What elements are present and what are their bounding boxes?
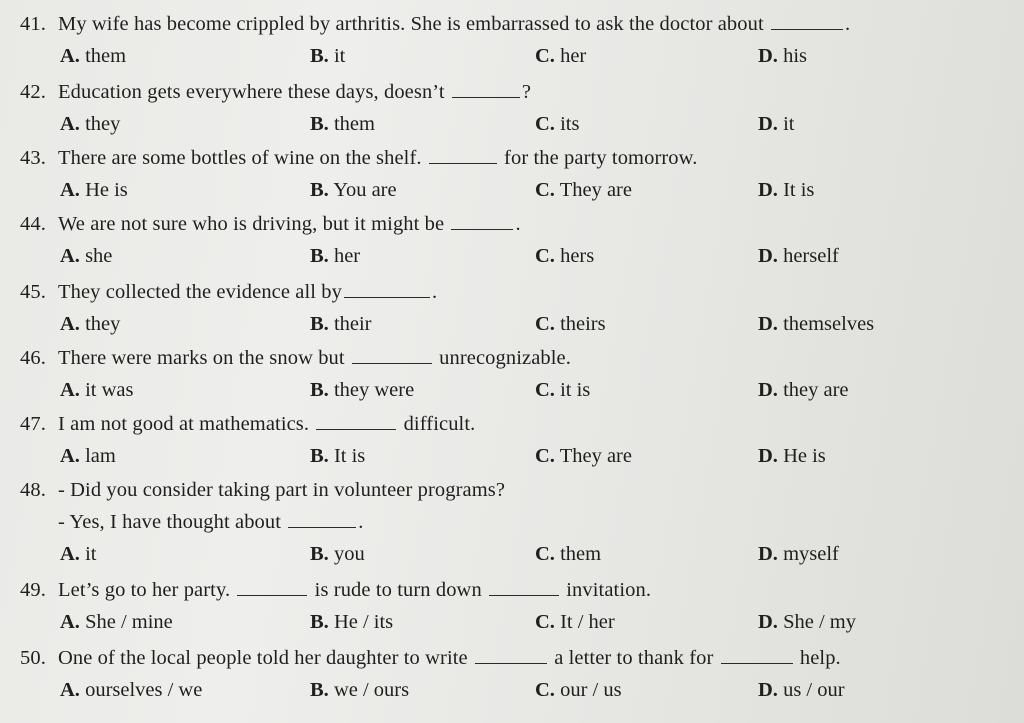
stem-text: .: [515, 213, 521, 235]
option-b: B. we / ours: [310, 679, 410, 701]
stem-text: ?: [521, 81, 532, 103]
stem-text: I am not good at mathematics.: [58, 413, 315, 435]
question-stem: [20, 276, 1010, 308]
answer-blank: [288, 526, 356, 528]
question-number: 44.: [20, 213, 46, 235]
option-b: B. it: [310, 45, 346, 67]
answer-options: [20, 108, 1010, 141]
option-d: D. herself: [758, 245, 839, 267]
answer-blank: [344, 296, 430, 298]
question-number: 41.: [20, 13, 46, 35]
stem-text: .: [358, 511, 364, 533]
answer-blank: [429, 162, 497, 164]
answer-blank: [475, 662, 547, 664]
stem-text: .: [845, 13, 851, 35]
stem-text: Education gets everywhere these days, doesn’t: [58, 81, 450, 103]
stem-text: There were marks on the snow but: [58, 347, 350, 369]
question-41: [20, 8, 1010, 73]
stem-text: is rude to turn down: [309, 579, 488, 601]
option-c: C. our / us: [535, 679, 622, 701]
answer-options: [20, 440, 1010, 473]
stem-text: One of the local people told her daughter to write: [58, 647, 473, 669]
option-b: B. them: [310, 113, 375, 135]
question-stem: [20, 8, 1010, 40]
question-47: [20, 408, 1010, 473]
question-48: [20, 474, 1010, 571]
answer-blank: [316, 428, 396, 430]
answer-blank: [489, 594, 559, 596]
answer-options: [20, 240, 1010, 273]
option-c: C. them: [535, 543, 602, 565]
question-stem: [20, 208, 1010, 240]
question-number: 47.: [20, 413, 46, 435]
stem-text: difficult.: [398, 413, 476, 435]
option-d: D. they are: [758, 379, 849, 401]
question-stem: [20, 408, 1010, 440]
stem-text: - Did you consider taking part in volunteer programs?: [58, 479, 506, 501]
question-number: 48.: [20, 479, 46, 501]
stem-text: for the party tomorrow.: [498, 147, 698, 169]
stem-text: My wife has become crippled by arthritis. She is embarrassed to ask the doctor about: [58, 13, 770, 35]
option-c: C. her: [535, 45, 587, 67]
question-number: 45.: [20, 281, 46, 303]
question-43: [20, 142, 1010, 207]
stem-text: There are some bottles of wine on the shelf.: [58, 147, 427, 169]
question-45: [20, 276, 1010, 341]
question-number: 43.: [20, 147, 46, 169]
option-d: D. his: [758, 45, 807, 67]
question-number: 50.: [20, 647, 46, 669]
stem-text: a letter to thank for: [548, 647, 719, 669]
question-42: [20, 76, 1010, 141]
stem-text: Let’s go to her party.: [58, 579, 236, 601]
answer-options: [20, 40, 1010, 73]
answer-options: [20, 606, 1010, 639]
option-c: C. It / her: [535, 611, 615, 633]
option-a: A. it: [60, 543, 97, 565]
question-stem: [20, 76, 1010, 108]
question-stem: [20, 474, 1010, 506]
answer-blank: [452, 96, 520, 98]
answer-blank: [237, 594, 307, 596]
option-c: C. They are: [535, 445, 632, 467]
option-a: A. She / mine: [60, 611, 173, 633]
answer-options: [20, 374, 1010, 407]
option-a: A. she: [60, 245, 113, 267]
stem-text: help.: [794, 647, 841, 669]
answer-options: [20, 308, 1010, 341]
option-b: B. you: [310, 543, 365, 565]
question-number: 49.: [20, 579, 46, 601]
answer-options: [20, 538, 1010, 571]
stem-text: They collected the evidence all by: [58, 281, 343, 303]
question-50: [20, 642, 1010, 707]
question-49: [20, 574, 1010, 639]
question-stem: [20, 342, 1010, 374]
question-stem-reply: [20, 506, 1010, 538]
option-a: A. they: [60, 313, 121, 335]
option-b: B. their: [310, 313, 372, 335]
option-a: A. ourselves / we: [60, 679, 203, 701]
answer-blank: [721, 662, 793, 664]
question-46: [20, 342, 1010, 407]
option-b: B. He / its: [310, 611, 394, 633]
answer-blank: [771, 28, 843, 30]
option-c: C. theirs: [535, 313, 606, 335]
question-stem: [20, 142, 1010, 174]
option-a: A. He is: [60, 179, 128, 201]
option-c: C. They are: [535, 179, 632, 201]
question-number: 42.: [20, 81, 46, 103]
answer-blank: [352, 362, 432, 364]
option-c: C. hers: [535, 245, 595, 267]
option-d: D. themselves: [758, 313, 875, 335]
answer-blank: [451, 228, 513, 230]
stem-text: invitation.: [561, 579, 652, 601]
answer-options: [20, 174, 1010, 207]
option-d: D. He is: [758, 445, 826, 467]
stem-text: - Yes, I have thought about: [58, 511, 287, 533]
option-d: D. us / our: [758, 679, 845, 701]
option-a: A. it was: [60, 379, 134, 401]
option-b: B. her: [310, 245, 361, 267]
question-number: 46.: [20, 347, 46, 369]
option-b: B. You are: [310, 179, 397, 201]
option-d: D. myself: [758, 543, 839, 565]
option-a: A. lam: [60, 445, 116, 467]
option-c: C. it is: [535, 379, 591, 401]
option-a: A. them: [60, 45, 127, 67]
option-a: A. they: [60, 113, 121, 135]
option-b: B. they were: [310, 379, 415, 401]
stem-text: unrecognizable.: [433, 347, 571, 369]
answer-options: [20, 674, 1010, 707]
option-b: B. It is: [310, 445, 366, 467]
stem-text: We are not sure who is driving, but it might be: [58, 213, 450, 235]
option-d: D. It is: [758, 179, 815, 201]
question-44: [20, 208, 1010, 273]
option-c: C. its: [535, 113, 580, 135]
option-d: D. it: [758, 113, 795, 135]
question-stem: [20, 574, 1010, 606]
question-stem: [20, 642, 1010, 674]
stem-text: .: [432, 281, 438, 303]
option-d: D. She / my: [758, 611, 856, 633]
